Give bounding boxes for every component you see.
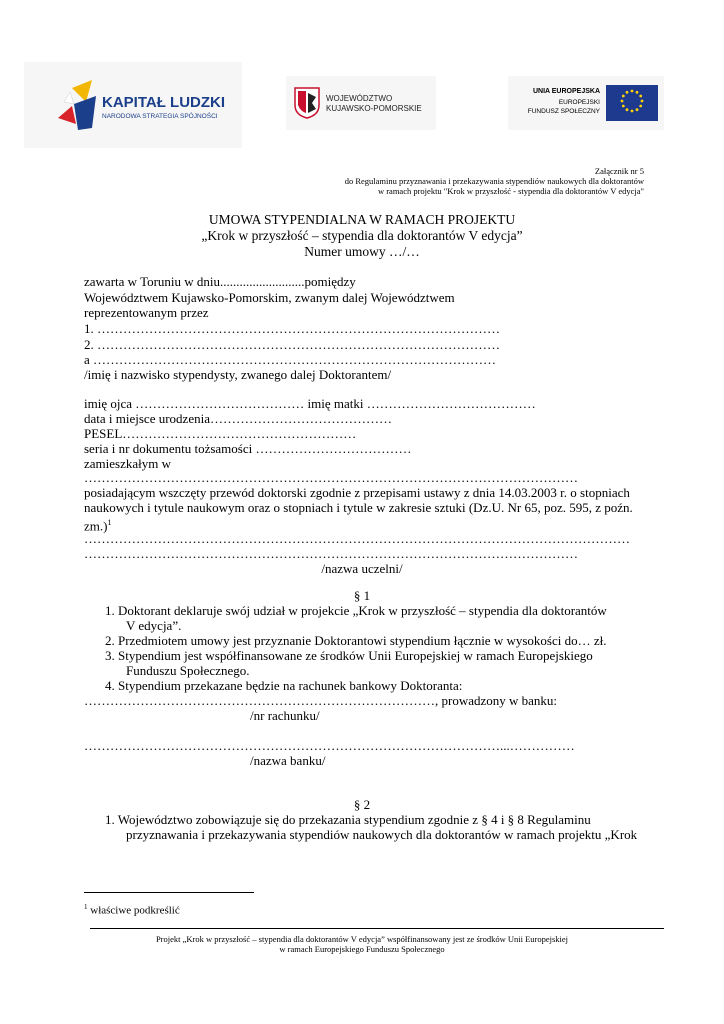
address-field: …………………………………………………………………………………………………… [84,470,578,485]
kapital-ludzki-logo [24,62,242,148]
intro-date-line: zawarta w Toruniu w dniu..........................pomiędzy [84,274,356,289]
representative-2-field: 2. ………………………………………………………………………………… [84,337,500,352]
unia-europejska-logo [508,76,664,130]
bank-name-label: /nazwa banku/ [250,753,326,768]
annex-line1: Załącznik nr 5 [594,166,644,176]
footer-line2: w ramach Europejskiego Funduszu Społecznego [279,944,445,954]
footnote-divider [84,892,254,893]
kapital-ludzki-emblem-icon [52,78,102,138]
eu-flag-icon [606,85,658,121]
sec2-point1-b: przyznawania i przekazywania stypendiów naukowych dla doktorantów w ramach projektu „Krok [126,827,638,842]
section2-heading: § 2 [353,797,371,812]
ue-line3: FUNDUSZ SPOŁECZNY [527,108,600,115]
scholar-name-field: a ………………………………………………………………………………… [84,352,497,367]
university-field-2: …………………………………………………………………………………………………… [84,546,578,561]
sec1-point1-a: 1. Doktorant deklaruje swój udział w projekcie „Krok w przyszłość – stypendia dla doktorantów [105,603,607,618]
intro-represented-line: reprezentowanym przez [84,305,209,320]
coat-of-arms-icon [294,87,320,119]
footnote-number: 1 [84,903,88,911]
pesel-field: PESEL……………………………………………… [84,426,357,441]
annex-line2: do Regulaminu przyznawania i przekazywania stypendiów naukowych dla doktorantów [344,176,644,186]
footnote [84,900,180,919]
birth-field: data i miejsce urodzenia…………………………………… [84,411,392,426]
sec2-point1-a: 1. Województwo zobowiązuje się do przekazania stypendium zgodnie z § 4 i § 8 Regulaminu [105,812,591,827]
doctoral-line1: posiadającym wszczęty przewód doktorski zgodnie z przepisami ustawy z dnia 14.03.2003 r. o stopniach [84,485,630,500]
woj-line2: KUJAWSKO-POMORSKIE [326,104,422,113]
footer-divider [90,928,664,929]
sec1-point4: 4. Stypendium przekazane będzie na rachunek bankowy Doktoranta: [105,678,463,693]
parents-field: imię ojca ………………………………… imię matki ………………………………… [84,396,536,411]
account-number-field: ………………………………………………………………………, prowadzony w banku: [84,693,558,708]
woj-line1: WOJEWÓDZTWO [326,94,393,103]
doctoral-line2: naukowych i tytule naukowym oraz o stopniach i tytule w zakresie sztuki (Dz.U. Nr 65, poz. 595, z poźn. [84,500,633,515]
account-number-label: /nr rachunku/ [250,708,320,723]
kl-subtitle: NARODOWA STRATEGIA SPÓJNOŚCI [102,113,218,120]
title-line1: UMOWA STYPENDIALNA W RAMACH PROJEKTU [208,212,516,227]
university-field-1: ……………………………………………………………………………………………………………… [84,531,630,546]
representative-1-field: 1. ………………………………………………………………………………… [84,321,500,336]
doctoral-line3-text: zm.) [84,518,108,534]
footnote-text: właściwe podkreślić [90,904,180,917]
id-document-field: seria i nr dokumentu tożsamości ……………………………… [84,441,412,456]
address-label: zamieszkałym w [84,456,171,471]
sec1-point2: 2. Przedmiotem umowy jest przyznanie Doktorantowi stypendium łącznie w wysokości do… zł. [105,633,607,648]
scholar-name-label: /imię i nazwisko stypendysty, zwanego dalej Doktorantem/ [84,367,392,382]
footnote-ref: 1 [107,518,112,527]
intro-party-line: Województwem Kujawsko-Pomorskim, zwanym dalej Województwem [84,290,455,305]
annex-line3: w ramach projektu "Krok w przyszłość - stypendia dla doktorantów V edycja" [377,186,644,196]
university-label: /nazwa uczelni/ [321,561,403,576]
kl-title: KAPITAŁ LUDZKI [102,94,226,111]
footer-line1: Projekt „Krok w przyszłość – stypendia dla doktorantów V edycja” współfinansowany jest ze środków Unii Europejskiej [155,934,569,944]
sec1-point3-a: 3. Stypendium jest współfinansowane ze środków Unii Europejskiej w ramach Europejskiego [105,648,593,663]
title-line2: „Krok w przyszłość – stypendia dla doktorantów V edycja” [201,228,523,243]
sec1-point1-b: V edycja”. [126,618,182,633]
sec1-point3-b: Funduszu Społecznego. [126,663,250,678]
wojewodztwo-logo [286,76,436,130]
ue-line1: UNIA EUROPEJSKA [532,88,600,95]
ue-line2: EUROPEJSKI [558,99,600,106]
title-line3: Numer umowy …/… [304,244,420,259]
bank-name-field: ……………………………………………………………………………………...…………… [84,738,575,753]
section1-heading: § 1 [353,588,371,603]
